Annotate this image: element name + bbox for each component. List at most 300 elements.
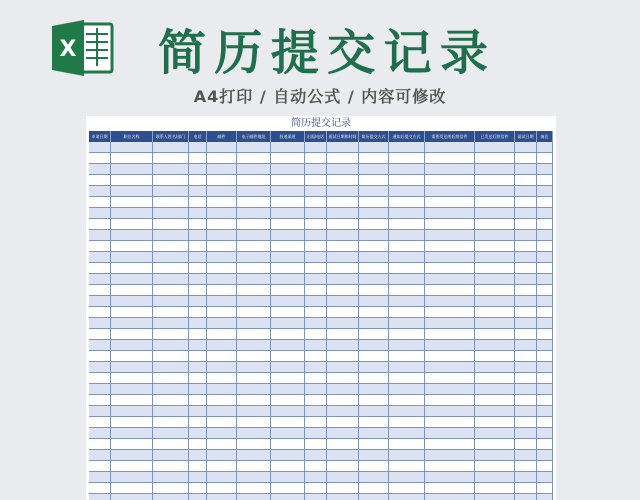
table-row — [89, 384, 553, 395]
table-cell — [475, 406, 515, 416]
table-cell — [475, 494, 515, 500]
table-cell — [305, 164, 327, 174]
table-cell — [111, 252, 153, 262]
table-row — [89, 186, 553, 197]
table-cell — [425, 208, 475, 218]
table-cell — [305, 252, 327, 262]
table-cell — [207, 307, 237, 317]
subtitle: A4打印 / 自动公式 / 内容可修改 — [193, 87, 447, 106]
table-row — [89, 219, 553, 230]
table-cell — [111, 153, 153, 163]
column-header: 投递渠道 — [271, 131, 305, 142]
table-cell — [271, 362, 305, 372]
table-grid — [89, 131, 553, 500]
table-cell — [207, 274, 237, 284]
table-cell — [207, 153, 237, 163]
table-cell — [359, 340, 389, 350]
table-cell — [89, 373, 111, 383]
table-cell — [153, 230, 189, 240]
sheet-title: 简历提交记录 — [291, 118, 351, 129]
table-cell — [515, 472, 537, 482]
table-cell — [207, 417, 237, 427]
table-cell — [425, 318, 475, 328]
table-cell — [327, 285, 359, 295]
table-cell — [305, 208, 327, 218]
table-cell — [537, 296, 553, 306]
table-cell — [189, 351, 207, 361]
table-cell — [271, 208, 305, 218]
table-cell — [359, 351, 389, 361]
table-cell — [475, 483, 515, 493]
table-cell — [237, 329, 271, 339]
table-cell — [327, 153, 359, 163]
table-cell — [327, 230, 359, 240]
table-cell — [271, 439, 305, 449]
table-cell — [237, 274, 271, 284]
table-cell — [515, 274, 537, 284]
table-cell — [111, 417, 153, 427]
table-cell — [425, 274, 475, 284]
table-cell — [515, 461, 537, 471]
table-cell — [389, 307, 425, 317]
table-cell — [475, 197, 515, 207]
table-cell — [207, 384, 237, 394]
table-row — [89, 296, 553, 307]
table-cell — [89, 461, 111, 471]
table-cell — [207, 241, 237, 251]
table-cell — [89, 340, 111, 350]
table-cell — [475, 428, 515, 438]
table-cell — [305, 450, 327, 460]
table-row — [89, 252, 553, 263]
table-cell — [189, 296, 207, 306]
table-cell — [389, 472, 425, 482]
table-cell — [189, 384, 207, 394]
table-cell — [425, 219, 475, 229]
table-cell — [189, 340, 207, 350]
table-cell — [537, 483, 553, 493]
table-cell — [237, 164, 271, 174]
table-cell — [425, 362, 475, 372]
table-cell — [537, 439, 553, 449]
table-cell — [475, 472, 515, 482]
table-cell — [327, 494, 359, 500]
table-cell — [189, 263, 207, 273]
table-cell — [153, 406, 189, 416]
table-cell — [207, 472, 237, 482]
table-cell — [475, 274, 515, 284]
table-cell — [537, 461, 553, 471]
table-cell — [271, 219, 305, 229]
table-cell — [111, 439, 153, 449]
table-cell — [207, 406, 237, 416]
table-cell — [475, 164, 515, 174]
table-cell — [237, 472, 271, 482]
table-cell — [327, 186, 359, 196]
table-cell — [153, 384, 189, 394]
table-cell — [389, 362, 425, 372]
table-cell — [425, 384, 475, 394]
table-row — [89, 340, 553, 351]
table-cell — [359, 197, 389, 207]
table-cell — [515, 175, 537, 185]
table-cell — [153, 450, 189, 460]
table-cell — [359, 296, 389, 306]
table-cell — [425, 494, 475, 500]
table-cell — [237, 175, 271, 185]
table-cell — [189, 307, 207, 317]
table-cell — [111, 450, 153, 460]
table-cell — [89, 252, 111, 262]
spreadsheet-preview — [86, 116, 556, 500]
table-cell — [111, 395, 153, 405]
table-cell — [537, 307, 553, 317]
table-cell — [389, 263, 425, 273]
table-cell — [515, 252, 537, 262]
table-cell — [305, 197, 327, 207]
table-cell — [305, 351, 327, 361]
table-cell — [89, 164, 111, 174]
table-cell — [111, 197, 153, 207]
table-cell — [189, 142, 207, 152]
table-cell — [271, 241, 305, 251]
table-cell — [305, 428, 327, 438]
table-cell — [305, 230, 327, 240]
table-cell — [425, 461, 475, 471]
table-row — [89, 461, 553, 472]
table-cell — [237, 263, 271, 273]
table-cell — [153, 494, 189, 500]
table-cell — [515, 153, 537, 163]
table-cell — [111, 351, 153, 361]
table-cell — [207, 362, 237, 372]
table-cell — [89, 428, 111, 438]
table-cell — [111, 142, 153, 152]
table-cell — [111, 494, 153, 500]
table-cell — [389, 208, 425, 218]
table-cell — [207, 494, 237, 500]
table-cell — [537, 406, 553, 416]
table-cell — [271, 395, 305, 405]
table-cell — [389, 296, 425, 306]
table-cell — [237, 406, 271, 416]
table-row — [89, 274, 553, 285]
table-cell — [153, 373, 189, 383]
table-cell — [327, 142, 359, 152]
table-cell — [359, 252, 389, 262]
table-cell — [153, 461, 189, 471]
table-row — [89, 395, 553, 406]
table-cell — [359, 307, 389, 317]
table-cell — [89, 241, 111, 251]
table-cell — [207, 142, 237, 152]
table-cell — [327, 175, 359, 185]
table-cell — [237, 296, 271, 306]
table-cell — [89, 395, 111, 405]
column-header: 联系人姓名/部门 — [153, 131, 189, 142]
table-cell — [207, 263, 237, 273]
table-cell — [305, 494, 327, 500]
table-cell — [389, 285, 425, 295]
table-cell — [537, 362, 553, 372]
table-cell — [207, 252, 237, 262]
table-cell — [271, 494, 305, 500]
table-cell — [271, 417, 305, 427]
table-cell — [237, 208, 271, 218]
table-cell — [537, 384, 553, 394]
table-cell — [389, 351, 425, 361]
table-cell — [537, 285, 553, 295]
table-cell — [389, 439, 425, 449]
table-rows — [89, 142, 553, 500]
table-cell — [425, 307, 475, 317]
table-cell — [153, 395, 189, 405]
table-cell — [475, 285, 515, 295]
table-cell — [389, 252, 425, 262]
table-cell — [515, 340, 537, 350]
table-cell — [425, 230, 475, 240]
table-cell — [89, 483, 111, 493]
table-cell — [111, 285, 153, 295]
table-cell — [389, 175, 425, 185]
table-row — [89, 373, 553, 384]
table-cell — [305, 384, 327, 394]
table-cell — [207, 395, 237, 405]
table-cell — [237, 340, 271, 350]
table-cell — [425, 241, 475, 251]
table-cell — [515, 296, 537, 306]
table-cell — [475, 186, 515, 196]
table-cell — [425, 329, 475, 339]
table-cell — [189, 395, 207, 405]
table-cell — [327, 428, 359, 438]
table-cell — [207, 296, 237, 306]
table-cell — [537, 351, 553, 361]
table-cell — [425, 472, 475, 482]
table-cell — [359, 285, 389, 295]
table-cell — [153, 472, 189, 482]
table-cell — [305, 439, 327, 449]
table-cell — [389, 329, 425, 339]
title-char: 记 — [383, 24, 432, 81]
table-cell — [327, 483, 359, 493]
table-cell — [537, 340, 553, 350]
table-cell — [111, 472, 153, 482]
title-char: 历 — [214, 24, 263, 81]
table-cell — [271, 340, 305, 350]
table-cell — [271, 461, 305, 471]
table-cell — [207, 186, 237, 196]
table-cell — [475, 362, 515, 372]
table-row — [89, 362, 553, 373]
table-cell — [271, 307, 305, 317]
table-cell — [237, 219, 271, 229]
table-cell — [271, 197, 305, 207]
table-cell — [537, 186, 553, 196]
table-cell — [189, 461, 207, 471]
table-cell — [305, 395, 327, 405]
table-cell — [327, 307, 359, 317]
table-cell — [189, 329, 207, 339]
table-cell — [111, 362, 153, 372]
table-cell — [111, 164, 153, 174]
table-cell — [305, 175, 327, 185]
table-cell — [153, 208, 189, 218]
table-row — [89, 285, 553, 296]
table-cell — [515, 439, 537, 449]
table-cell — [111, 274, 153, 284]
table-cell — [207, 373, 237, 383]
table-cell — [327, 351, 359, 361]
table-cell — [537, 197, 553, 207]
table-cell — [475, 461, 515, 471]
table-cell — [359, 175, 389, 185]
table-cell — [359, 142, 389, 152]
table-cell — [207, 450, 237, 460]
column-header: 职位名称 — [111, 131, 153, 142]
column-header: 申请日期 — [89, 131, 111, 142]
table-cell — [111, 307, 153, 317]
table-cell — [89, 417, 111, 427]
table-cell — [515, 142, 537, 152]
table-cell — [475, 351, 515, 361]
table-cell — [237, 318, 271, 328]
table-cell — [237, 186, 271, 196]
table-cell — [537, 153, 553, 163]
table-cell — [475, 175, 515, 185]
table-row — [89, 417, 553, 428]
table-row — [89, 230, 553, 241]
table-cell — [537, 373, 553, 383]
table-cell — [207, 318, 237, 328]
table-cell — [305, 329, 327, 339]
table-cell — [237, 241, 271, 251]
table-cell — [327, 197, 359, 207]
table-row — [89, 241, 553, 252]
table-cell — [475, 384, 515, 394]
table-cell — [515, 197, 537, 207]
table-cell — [475, 263, 515, 273]
table-cell — [189, 472, 207, 482]
table-cell — [537, 318, 553, 328]
table-cell — [475, 395, 515, 405]
table-cell — [389, 406, 425, 416]
table-cell — [425, 373, 475, 383]
table-cell — [153, 362, 189, 372]
table-cell — [305, 153, 327, 163]
table-cell — [537, 230, 553, 240]
table-cell — [271, 252, 305, 262]
table-cell — [425, 483, 475, 493]
table-row — [89, 483, 553, 494]
table-cell — [111, 296, 153, 306]
table-cell — [237, 373, 271, 383]
table-cell — [189, 208, 207, 218]
table-cell — [327, 318, 359, 328]
table-cell — [237, 351, 271, 361]
table-cell — [305, 461, 327, 471]
table-row — [89, 351, 553, 362]
table-cell — [359, 494, 389, 500]
table-cell — [237, 230, 271, 240]
table-row — [89, 164, 553, 175]
title-char: 提 — [270, 24, 319, 81]
table-cell — [425, 164, 475, 174]
table-cell — [89, 285, 111, 295]
table-cell — [425, 439, 475, 449]
table-cell — [537, 329, 553, 339]
table-cell — [271, 274, 305, 284]
table-cell — [425, 252, 475, 262]
table-cell — [89, 406, 111, 416]
table-cell — [389, 230, 425, 240]
table-cell — [359, 329, 389, 339]
table-cell — [359, 384, 389, 394]
table-cell — [237, 384, 271, 394]
column-header: 已发送后续信件 — [475, 131, 515, 142]
table-cell — [111, 373, 153, 383]
table-cell — [537, 494, 553, 500]
table-cell — [271, 285, 305, 295]
table-cell — [189, 494, 207, 500]
title-char: 交 — [327, 24, 376, 81]
table-cell — [425, 406, 475, 416]
table-cell — [389, 373, 425, 383]
table-row — [89, 329, 553, 340]
table-row — [89, 153, 553, 164]
table-cell — [271, 230, 305, 240]
table-cell — [189, 175, 207, 185]
table-cell — [153, 153, 189, 163]
table-cell — [515, 450, 537, 460]
table-cell — [189, 417, 207, 427]
table-row — [89, 175, 553, 186]
table-cell — [537, 241, 553, 251]
table-cell — [537, 395, 553, 405]
table-cell — [237, 439, 271, 449]
table-row — [89, 439, 553, 450]
table-cell — [271, 142, 305, 152]
table-cell — [237, 483, 271, 493]
table-cell — [207, 428, 237, 438]
table-cell — [207, 340, 237, 350]
table-cell — [111, 329, 153, 339]
table-cell — [305, 186, 327, 196]
table-cell — [111, 241, 153, 251]
table-cell — [389, 219, 425, 229]
column-headers — [89, 131, 553, 142]
table-cell — [425, 142, 475, 152]
table-cell — [111, 340, 153, 350]
table-cell — [271, 373, 305, 383]
table-cell — [305, 241, 327, 251]
table-cell — [475, 219, 515, 229]
table-cell — [237, 197, 271, 207]
table-cell — [425, 351, 475, 361]
table-cell — [515, 483, 537, 493]
table-cell — [475, 230, 515, 240]
table-cell — [89, 362, 111, 372]
table-cell — [389, 318, 425, 328]
table-cell — [271, 296, 305, 306]
table-cell — [327, 417, 359, 427]
table-cell — [89, 307, 111, 317]
table-cell — [305, 142, 327, 152]
table-cell — [389, 384, 425, 394]
table-cell — [327, 296, 359, 306]
table-cell — [389, 186, 425, 196]
table-cell — [425, 186, 475, 196]
